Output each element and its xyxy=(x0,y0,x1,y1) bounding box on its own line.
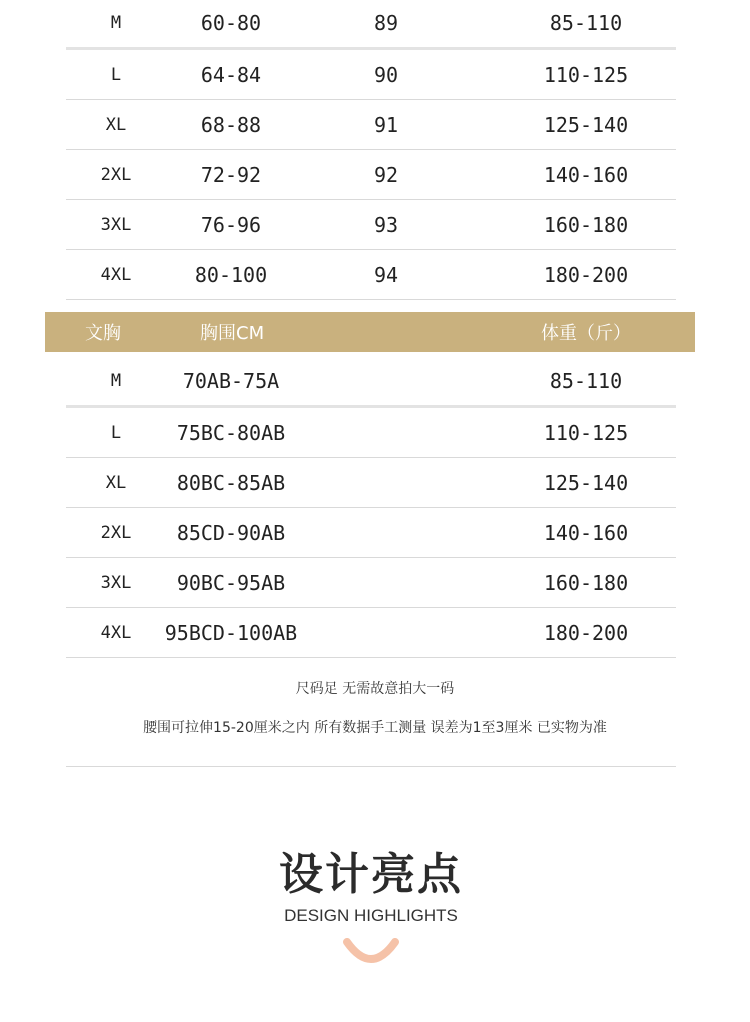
measurement-note: 腰围可拉伸15-20厘米之内 所有数据手工测量 误差为1至3厘米 已实物为准 xyxy=(143,720,607,736)
weight-cell: 180-200 xyxy=(543,262,629,287)
table-row xyxy=(66,558,676,608)
section-divider xyxy=(66,766,676,767)
waist-cell: 76-96 xyxy=(200,212,262,237)
weight-cell: 160-180 xyxy=(543,212,629,237)
waist-cell: 60-80 xyxy=(200,10,262,35)
bra-cell: 75BC-80AB xyxy=(176,420,286,445)
weight-cell: 125-140 xyxy=(543,470,629,495)
bra-cell: 80BC-85AB xyxy=(176,470,286,495)
size-cell: 4XL xyxy=(100,622,132,643)
hip-cell: 94 xyxy=(373,262,399,287)
weight-cell: 85-110 xyxy=(549,10,623,35)
waist-cell: 68-88 xyxy=(200,112,262,137)
table-row xyxy=(66,250,676,300)
hip-cell: 92 xyxy=(373,162,399,187)
size-cell: XL xyxy=(105,114,127,135)
weight-cell: 140-160 xyxy=(543,162,629,187)
smile-arc-icon xyxy=(341,936,401,966)
weight-cell: 160-180 xyxy=(543,570,629,595)
weight-cell: 125-140 xyxy=(543,112,629,137)
weight-cell: 140-160 xyxy=(543,520,629,545)
size-cell: L xyxy=(110,64,122,85)
hip-cell: 93 xyxy=(373,212,399,237)
table-row xyxy=(66,356,676,408)
size-cell: 3XL xyxy=(100,572,132,593)
header-weight: 体重（斤） xyxy=(541,323,631,344)
size-cell: M xyxy=(110,370,122,391)
table-row xyxy=(66,608,676,658)
waist-cell: 64-84 xyxy=(200,62,262,87)
bra-cell: 85CD-90AB xyxy=(176,520,286,545)
section-title-en: DESIGN HIGHLIGHTS xyxy=(284,906,458,925)
section-title-cn: 设计亮点 xyxy=(279,849,463,900)
size-cell: 2XL xyxy=(100,522,132,543)
table-row xyxy=(66,508,676,558)
weight-cell: 180-200 xyxy=(543,620,629,645)
header-bust: 胸围CM xyxy=(200,323,265,344)
header-size: 文胸 xyxy=(85,323,121,344)
size-cell: M xyxy=(110,12,122,33)
hip-cell: 89 xyxy=(373,10,399,35)
size-table-1 xyxy=(66,0,676,300)
table-row xyxy=(66,458,676,508)
weight-cell: 85-110 xyxy=(549,368,623,393)
weight-cell: 110-125 xyxy=(543,420,629,445)
size-note: 尺码足 无需故意拍大一码 xyxy=(295,681,455,697)
size-table-2 xyxy=(66,356,676,658)
size-cell: 4XL xyxy=(100,264,132,285)
size-cell: XL xyxy=(105,472,127,493)
table-header-bar xyxy=(45,312,695,352)
size-cell: L xyxy=(110,422,122,443)
table-row xyxy=(66,150,676,200)
table-row xyxy=(66,100,676,150)
table-row xyxy=(66,200,676,250)
table-row xyxy=(66,408,676,458)
bra-cell: 90BC-95AB xyxy=(176,570,286,595)
waist-cell: 72-92 xyxy=(200,162,262,187)
size-cell: 2XL xyxy=(100,164,132,185)
weight-cell: 110-125 xyxy=(543,62,629,87)
bra-cell: 95BCD-100AB xyxy=(164,620,298,645)
bra-cell: 70AB-75A xyxy=(182,368,280,393)
size-cell: 3XL xyxy=(100,214,132,235)
table-row xyxy=(66,0,676,50)
hip-cell: 90 xyxy=(373,62,399,87)
hip-cell: 91 xyxy=(373,112,399,137)
waist-cell: 80-100 xyxy=(194,262,268,287)
table-row xyxy=(66,50,676,100)
